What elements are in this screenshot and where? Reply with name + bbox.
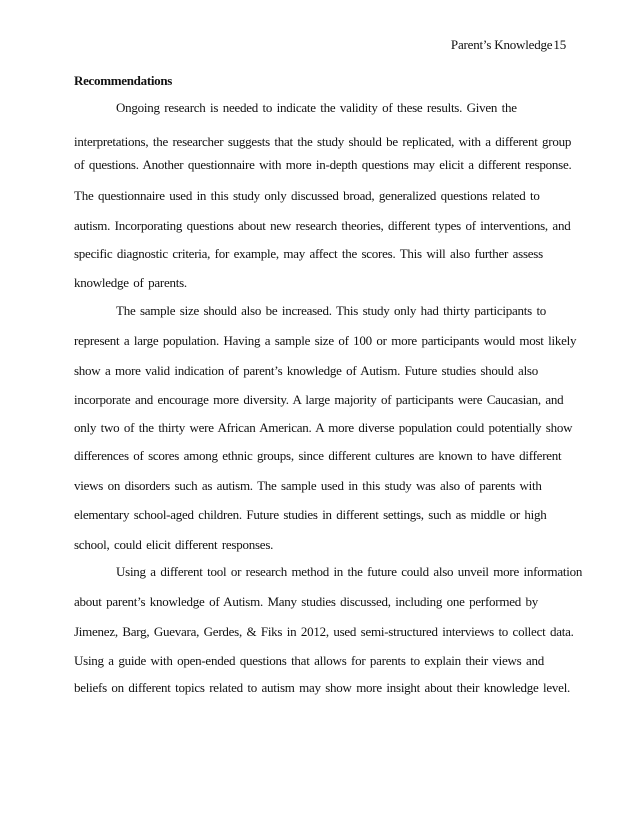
paragraph-line: show a more valid indication of parent’s knowledge of Autism. Future studies should also [74, 363, 538, 378]
page-number: 15 [553, 37, 566, 52]
paragraph-line: elementary school-aged children. Future studies in different settings, such as middle or high [74, 507, 547, 522]
paragraph-line: represent a large population. Having a sample size of 100 or more participants would most likely [74, 333, 577, 348]
paragraph-line: The questionnaire used in this study only discussed broad, generalized questions related to [74, 188, 540, 203]
paragraph-line: differences of scores among ethnic groups, since different cultures are known to have different [74, 448, 562, 463]
paragraph-line: of questions. Another questionnaire with more in-depth questions may elicit a different response. [74, 157, 572, 172]
paragraph-line: about parent’s knowledge of Autism. Many studies discussed, including one performed by [74, 594, 539, 609]
paragraph-line: Using a guide with open-ended questions that allows for parents to explain their views and [74, 653, 545, 668]
paragraph-line: only two of the thirty were African American. A more diverse population could potentially show [74, 420, 573, 435]
paragraph-line: knowledge of parents. [74, 275, 187, 290]
paragraph-line: views on disorders such as autism. The sample used in this study was also of parents with [74, 478, 542, 493]
paragraph-line: school, could elicit different responses. [74, 537, 274, 552]
paragraph-line: incorporate and encourage more diversity. A large majority of participants were Caucasian, and [74, 392, 564, 407]
paragraph-line: Using a different tool or research method in the future could also unveil more information [116, 564, 583, 579]
paragraph-line: specific diagnostic criteria, for example, may affect the scores. This will also further assess [74, 246, 543, 261]
paragraph-line: beliefs on different topics related to autism may show more insight about their knowledge level. [74, 680, 571, 695]
paragraph-line: Jimenez, Barg, Guevara, Gerdes, & Fiks in 2012, used semi-structured interviews to collect data. [74, 624, 574, 639]
section-heading: Recommendations [74, 73, 173, 88]
paragraph-line: Ongoing research is needed to indicate the validity of these results. Given the [116, 100, 517, 115]
running-head [451, 37, 566, 53]
paragraph-line: The sample size should also be increased. This study only had thirty participants to [116, 303, 547, 318]
paragraph-line: interpretations, the researcher suggests that the study should be replicated, with a different group [74, 134, 572, 149]
running-head-title: Parent’s Knowledge [450, 37, 553, 52]
paragraph-line: autism. Incorporating questions about new research theories, different types of interventions, and [74, 218, 571, 233]
